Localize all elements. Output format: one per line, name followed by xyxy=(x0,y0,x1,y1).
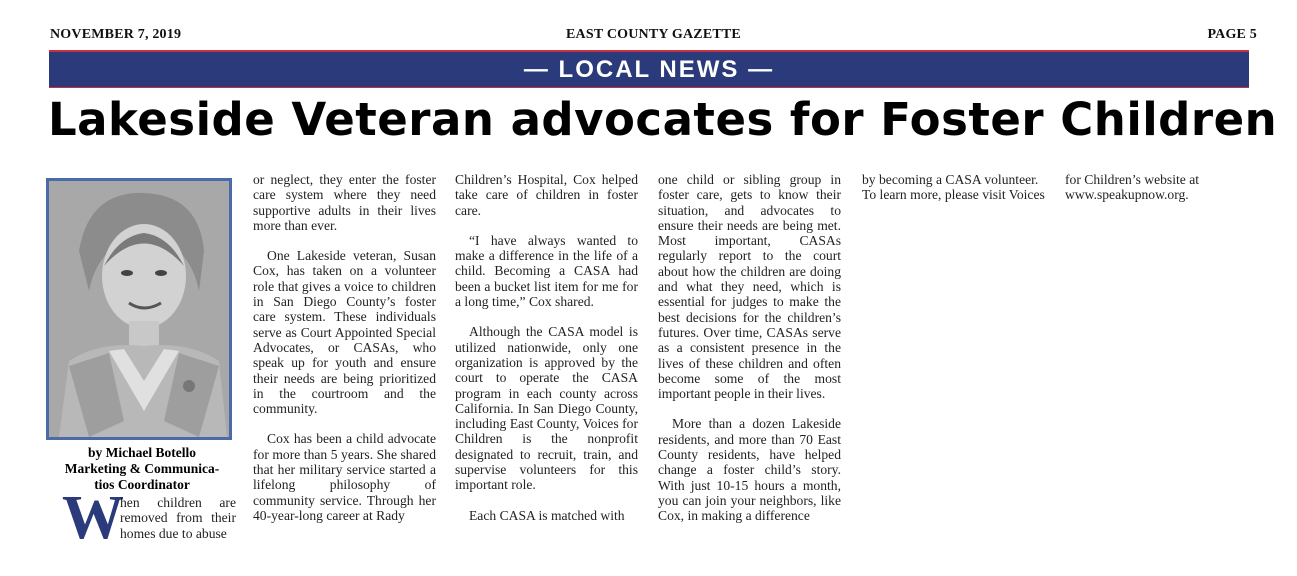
paragraph: More than a dozen Lakeside residents, and more than 70 East County residents, have helped change a foster child’s story. With just 10-15 hours a month, you can join your neighbors, like Cox, in making a difference xyxy=(658,416,841,524)
column-4 xyxy=(658,172,841,539)
column-3 xyxy=(455,172,638,538)
paragraph: by becoming a CASA volunteer. To learn more, please visit Voices xyxy=(862,172,1045,203)
paragraph: or neglect, they enter the foster care system where they need supportive adults in their lives more than ever. xyxy=(253,172,436,233)
byline-author: by Michael Botello xyxy=(88,445,196,460)
paragraph: for Children’s website at www.speakupnow.org. xyxy=(1065,172,1200,203)
section-banner: — LOCAL NEWS — xyxy=(49,50,1249,88)
column-5 xyxy=(862,172,1047,218)
page-number: PAGE 5 xyxy=(1207,27,1257,42)
paragraph: Each CASA is matched with xyxy=(469,507,625,523)
portrait-image xyxy=(49,181,229,437)
paragraph: one child or sibling group in foster care, gets to know their situation, and advocates to ensure their needs are being met. Most important, CASAs regularly report to the court about how the children are doing and what they need, which is essential for judges to make the best decisions for the children’s futures. Over time, CASAs serve as a consistent presence in the lives of these children and often become some of the most important people in their lives. xyxy=(658,172,841,402)
paragraph: Children’s Hospital, Cox helped take care of children in foster care. xyxy=(455,172,638,218)
byline-title-2: tios Coordinator xyxy=(94,477,190,492)
byline-title-1: Marketing & Communica- xyxy=(64,461,220,476)
paragraph: Cox has been a child advocate for more than 5 years. She shared that her military service started a lifelong philosophy of community service. Through her 40-year-long career at Rady xyxy=(253,431,436,523)
paragraph: One Lakeside veteran, Susan Cox, has taken on a volunteer role that gives a voice to children in San Diego County’s foster care system. These individuals serve as Court Appointed Special Advocates, or CASAs, who speak up for youth and ensure their needs are being prioritized in the courtroom and the community. xyxy=(253,248,436,417)
drop-cap: W xyxy=(62,484,124,552)
column-2 xyxy=(253,172,436,538)
column-1-text: hen children are removed from their homes due to abuse xyxy=(120,495,236,541)
issue-date: NOVEMBER 7, 2019 xyxy=(50,27,182,42)
author-photo xyxy=(46,178,232,440)
paragraph: Although the CASA model is utilized nationwide, only one organization is approved by the court to operate the CASA program in each county across California. In San Diego County, including East County, Voices for Children is the nonprofit designated to recruit, train, and supervise volunteers for this important role. xyxy=(455,324,638,493)
headline: Lakeside Veteran advocates for Foster Children xyxy=(48,93,1278,146)
paragraph: “I have always wanted to make a difference in the life of a child. Becoming a CASA had been a bucket list item for me for a long time,” Cox shared. xyxy=(455,232,638,310)
page-header xyxy=(50,27,1257,47)
column-6 xyxy=(1065,172,1250,218)
newspaper-name: EAST COUNTY GAZETTE xyxy=(566,27,741,42)
